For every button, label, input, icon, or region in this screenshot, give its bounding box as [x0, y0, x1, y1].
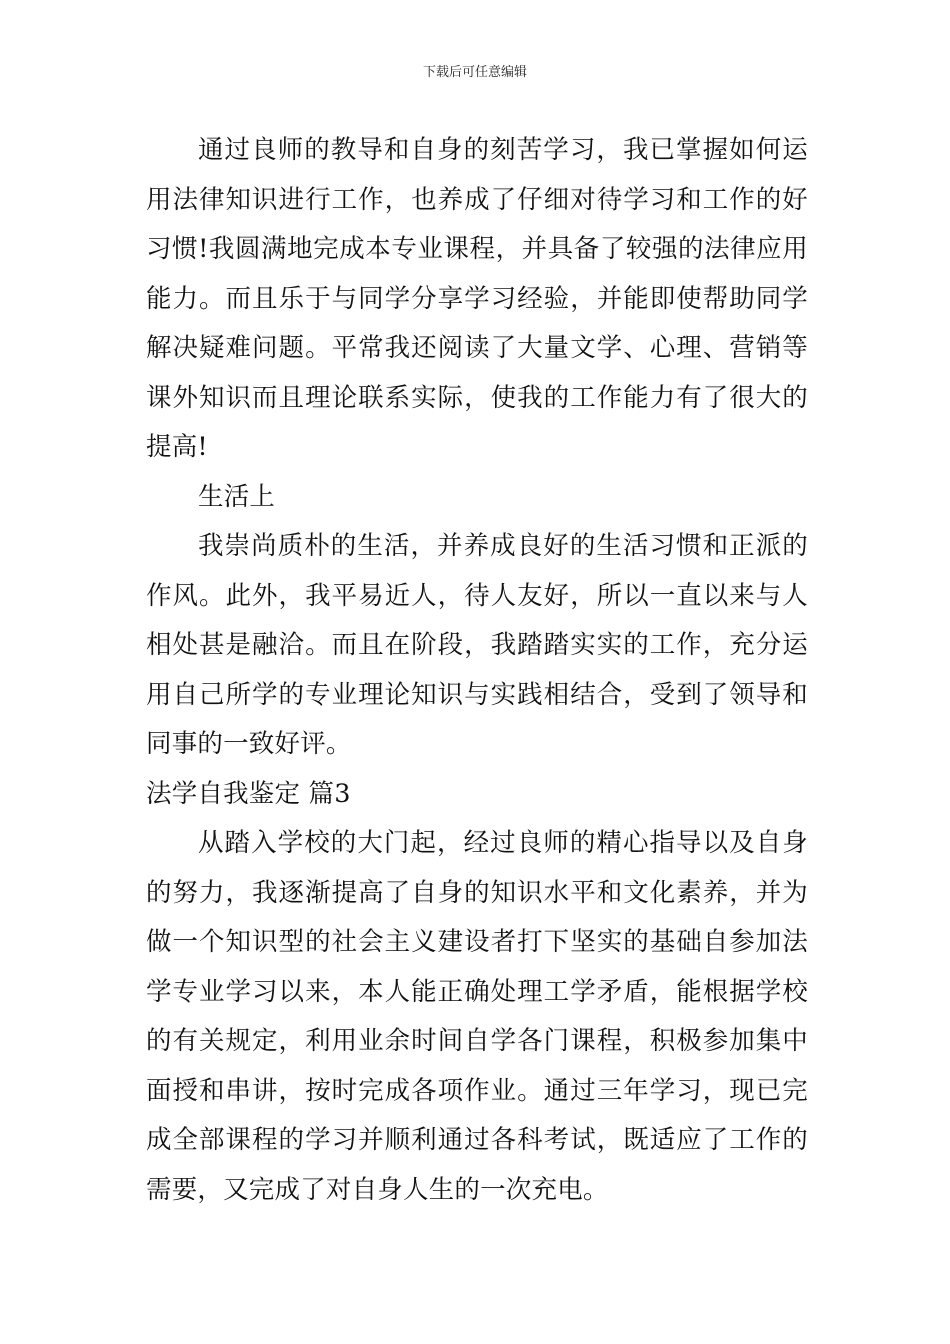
life-section-heading: 生活上 — [198, 481, 276, 512]
page-header-note: 下载后可任意编辑 — [422, 65, 527, 80]
life-paragraph: 我崇尚质朴的生活，并养成良好的生活习惯和正派的作风。此外，我平易近人，待人友好，所以一直以来与人相处甚是融洽。而且在阶段，我踏踏实实的工作，充分运用自己所学的专业理论知识与实践相结合，受到了领导和同事的一致好评。 — [146, 531, 808, 759]
document-body — [146, 126, 808, 1215]
article-3-paragraph: 从踏入学校的大门起，经过良师的精心指导以及自身的努力，我逐渐提高了自身的知识水平和文化素养，并为做一个知识型的社会主义建设者打下坚实的基础自参加法学专业学习以来，本人能正确处理工学矛盾，能根据学校的有关规定，利用业余时间自学各门课程，积极参加集中面授和串讲，按时完成各项作业。通过三年学习，现已完成全部课程的学习并顺利通过各科考试，既适应了工作的需要，又完成了对自身人生的一次充电。 — [146, 828, 808, 1205]
article-3-title: 法学自我鉴定 篇3 — [146, 778, 351, 809]
study-paragraph: 通过良师的教导和自身的刻苦学习，我已掌握如何运用法律知识进行工作，也养成了仔细对待学习和工作的好习惯!我圆满地完成本专业课程，并具备了较强的法律应用能力。而且乐于与同学分享学习经验，并能即使帮助同学解决疑难问题。平常我还阅读了大量文学、心理、营销等课外知识而且理论联系实际，使我的工作能力有了很大的提高! — [146, 135, 808, 462]
